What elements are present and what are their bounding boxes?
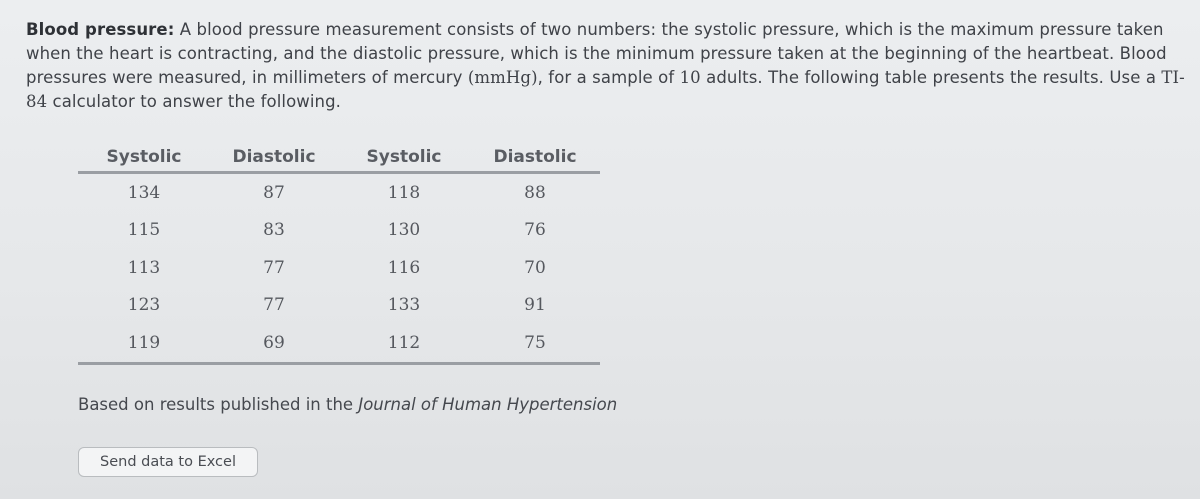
table-cell: 118: [387, 182, 421, 203]
table-cell: 113: [127, 257, 161, 278]
table-header-row: [78, 145, 600, 173]
table-cell: 69: [210, 324, 338, 363]
table-cell: 70: [524, 257, 546, 278]
table-row: [78, 287, 600, 325]
source-citation: [78, 395, 617, 414]
sample-size: 10: [679, 68, 701, 87]
problem-text-mid: , for a sample of: [537, 68, 680, 87]
table-cell: 75: [470, 324, 600, 363]
table-cell: 91: [524, 295, 546, 316]
table-row: [78, 212, 600, 250]
problem-text: A blood pressure measurement consists of two numbers: the systolic pressure, which is the maximum pressure taken when the heart is contracting, and the diastolic pressure, which is the minimum pressure taken at the beginning of the heartbeat. Blood pressures were measured, in millimeters of mercury: [26, 20, 1167, 87]
table-cell: 83: [263, 220, 285, 241]
column-header: Diastolic: [210, 145, 338, 173]
table-cell: 116: [387, 257, 421, 278]
table-cell: 76: [524, 220, 546, 241]
table-cell: 115: [127, 220, 161, 241]
send-data-to-excel-button[interactable]: Send data to Excel: [78, 447, 258, 477]
table-row: [78, 324, 600, 363]
column-header: Diastolic: [470, 145, 600, 173]
problem-title: Blood pressure:: [26, 20, 175, 39]
table-cell: 112: [338, 324, 470, 363]
table-cell: 77: [263, 257, 285, 278]
table-cell: 133: [387, 295, 421, 316]
table-row: [78, 173, 600, 212]
table-cell: 88: [524, 182, 546, 203]
table-row: [78, 249, 600, 287]
blood-pressure-table: [78, 145, 600, 365]
problem-statement: [26, 18, 1186, 114]
source-prefix: Based on results published in the: [78, 395, 359, 414]
column-header: Systolic: [78, 145, 210, 173]
journal-name: Journal of Human Hypertension: [358, 395, 618, 414]
table-cell: 134: [127, 182, 161, 203]
table-cell: 77: [263, 295, 285, 316]
table-cell: 123: [127, 295, 161, 316]
unit: (mmHg): [467, 68, 538, 87]
column-header: Systolic: [338, 145, 470, 173]
table-cell: 130: [387, 220, 421, 241]
problem-text-end: calculator to answer the following.: [47, 92, 342, 111]
problem-text-after: adults. The following table presents the results. Use a: [700, 68, 1162, 87]
calculator-name: TI-84: [26, 68, 1185, 111]
table-cell: 87: [263, 182, 285, 203]
table-cell: 119: [78, 324, 210, 363]
